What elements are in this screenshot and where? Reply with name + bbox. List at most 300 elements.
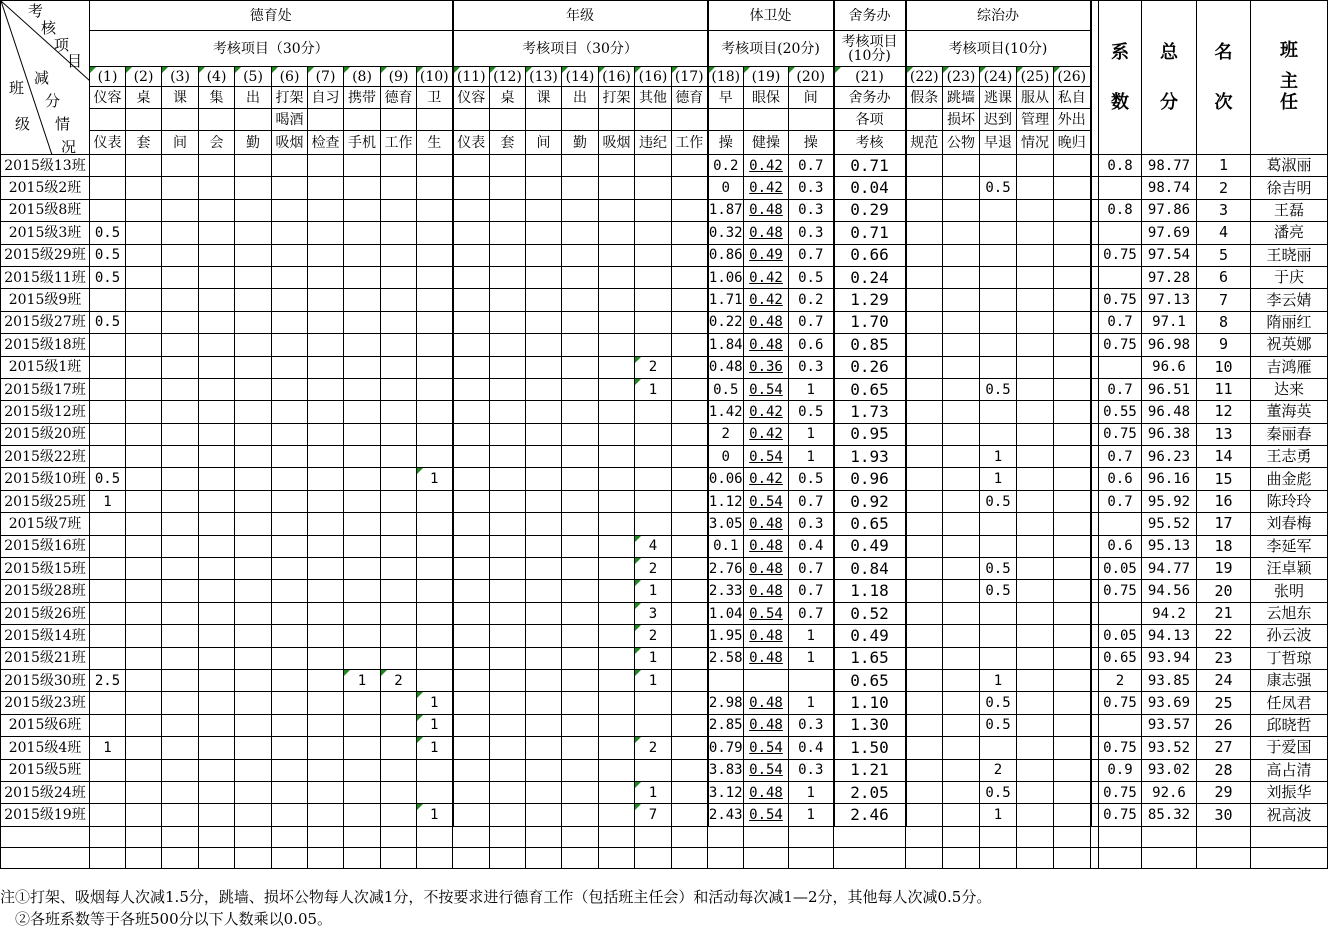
score-cell-15[interactable] <box>599 781 635 803</box>
score-cell-17[interactable] <box>672 423 708 445</box>
coefficient[interactable]: 0.75 <box>1099 692 1142 714</box>
score-cell-5[interactable] <box>235 423 272 445</box>
score-cell-19[interactable]: 0.36 <box>744 356 789 378</box>
items-zongzhi[interactable]: 考核项目(10分) <box>906 31 1091 67</box>
total-score[interactable]: 97.86 <box>1142 199 1197 221</box>
score-cell-18[interactable]: 1.06 <box>708 266 744 288</box>
teacher-header[interactable] <box>1251 1 1328 155</box>
score-cell-5[interactable] <box>235 378 272 400</box>
score-cell-4[interactable] <box>199 804 235 826</box>
item-name-bot-4[interactable]: 会 <box>199 131 235 155</box>
score-cell-6[interactable] <box>272 311 308 333</box>
score-cell-1[interactable] <box>90 558 126 580</box>
class-name[interactable]: 2015级10班 <box>1 468 90 490</box>
score-cell-6[interactable] <box>272 446 308 468</box>
item-code-3[interactable]: (3) <box>162 67 199 87</box>
score-cell-4[interactable] <box>199 580 235 602</box>
rank[interactable]: 1 <box>1197 155 1251 177</box>
score-cell-5[interactable] <box>235 535 272 557</box>
empty-cell[interactable] <box>1017 826 1054 847</box>
score-cell-6[interactable] <box>272 244 308 266</box>
item-name-bot-9[interactable]: 工作 <box>381 131 417 155</box>
score-cell-7[interactable] <box>308 334 344 356</box>
score-cell-24[interactable]: 1 <box>980 446 1017 468</box>
gap-col[interactable] <box>1091 781 1099 803</box>
score-cell-24[interactable] <box>980 222 1017 244</box>
score-cell-6[interactable] <box>272 647 308 669</box>
items-tiwei[interactable]: 考核项目(20分) <box>708 31 834 67</box>
total-score[interactable]: 97.13 <box>1142 289 1197 311</box>
score-cell-1[interactable] <box>90 334 126 356</box>
score-cell-26[interactable] <box>1054 356 1091 378</box>
item-name-mid-14[interactable] <box>562 109 599 131</box>
score-cell-25[interactable] <box>1017 177 1054 199</box>
score-cell-7[interactable] <box>308 401 344 423</box>
total-score[interactable]: 95.13 <box>1142 535 1197 557</box>
coefficient[interactable]: 0.8 <box>1099 199 1142 221</box>
score-cell-26[interactable] <box>1054 266 1091 288</box>
item-name-mid-23[interactable]: 损坏 <box>943 109 980 131</box>
score-cell-21[interactable]: 0.71 <box>834 155 906 177</box>
total-score[interactable]: 92.6 <box>1142 781 1197 803</box>
score-cell-17[interactable] <box>672 468 708 490</box>
score-cell-5[interactable] <box>235 714 272 736</box>
score-cell-2[interactable] <box>126 602 162 624</box>
score-cell-25[interactable] <box>1017 714 1054 736</box>
item-name-top-14[interactable]: 出 <box>562 87 599 109</box>
rank[interactable]: 19 <box>1197 558 1251 580</box>
score-cell-11[interactable] <box>453 669 490 691</box>
item-name-mid-2[interactable] <box>126 109 162 131</box>
score-cell-22[interactable] <box>906 714 943 736</box>
empty-cell[interactable] <box>635 847 672 868</box>
score-cell-15[interactable] <box>599 692 635 714</box>
score-cell-22[interactable] <box>906 490 943 512</box>
gap-col[interactable] <box>1091 692 1099 714</box>
item-name-bot-3[interactable]: 间 <box>162 131 199 155</box>
score-cell-5[interactable] <box>235 244 272 266</box>
empty-cell[interactable] <box>490 847 526 868</box>
score-cell-1[interactable] <box>90 199 126 221</box>
score-cell-2[interactable] <box>126 266 162 288</box>
score-cell-16[interactable] <box>635 199 672 221</box>
score-cell-11[interactable] <box>453 513 490 535</box>
head-teacher[interactable]: 邱晓哲 <box>1251 714 1328 736</box>
score-cell-3[interactable] <box>162 781 199 803</box>
score-cell-21[interactable]: 1.50 <box>834 737 906 759</box>
score-cell-9[interactable] <box>381 423 417 445</box>
score-cell-22[interactable] <box>906 199 943 221</box>
item-code-10[interactable]: (10) <box>417 67 453 87</box>
score-cell-4[interactable] <box>199 625 235 647</box>
score-cell-6[interactable] <box>272 737 308 759</box>
gap-col[interactable] <box>1091 222 1099 244</box>
score-cell-11[interactable] <box>453 244 490 266</box>
item-code-25[interactable]: (25) <box>1017 67 1054 87</box>
head-teacher[interactable]: 董海英 <box>1251 401 1328 423</box>
score-cell-15[interactable] <box>599 647 635 669</box>
item-name-mid-18[interactable] <box>708 109 744 131</box>
total-score[interactable]: 97.69 <box>1142 222 1197 244</box>
score-cell-18[interactable]: 1.04 <box>708 602 744 624</box>
class-name[interactable]: 2015级24班 <box>1 781 90 803</box>
score-cell-14[interactable] <box>562 647 599 669</box>
score-cell-12[interactable] <box>490 513 526 535</box>
score-cell-24[interactable] <box>980 647 1017 669</box>
score-cell-20[interactable]: 1 <box>789 647 834 669</box>
score-cell-7[interactable] <box>308 535 344 557</box>
empty-cell[interactable] <box>162 847 199 868</box>
score-cell-18[interactable]: 0.2 <box>708 155 744 177</box>
dept-tiwei[interactable]: 体卫处 <box>708 1 834 31</box>
score-cell-8[interactable] <box>344 580 381 602</box>
head-teacher[interactable]: 曲金彪 <box>1251 468 1328 490</box>
score-cell-14[interactable] <box>562 468 599 490</box>
score-cell-25[interactable] <box>1017 669 1054 691</box>
score-cell-19[interactable]: 0.42 <box>744 266 789 288</box>
rank[interactable]: 24 <box>1197 669 1251 691</box>
score-cell-21[interactable]: 0.65 <box>834 669 906 691</box>
score-cell-6[interactable] <box>272 468 308 490</box>
score-cell-11[interactable] <box>453 759 490 781</box>
score-cell-14[interactable] <box>562 311 599 333</box>
score-cell-7[interactable] <box>308 669 344 691</box>
empty-cell[interactable] <box>1 847 90 868</box>
score-cell-18[interactable]: 1.84 <box>708 334 744 356</box>
score-cell-10[interactable] <box>417 155 453 177</box>
score-cell-6[interactable] <box>272 199 308 221</box>
score-cell-21[interactable]: 1.30 <box>834 714 906 736</box>
score-cell-20[interactable]: 0.6 <box>789 334 834 356</box>
score-cell-14[interactable] <box>562 356 599 378</box>
score-cell-17[interactable] <box>672 155 708 177</box>
score-cell-8[interactable] <box>344 356 381 378</box>
corner-header-cell[interactable] <box>1 1 90 155</box>
score-cell-18[interactable]: 3.83 <box>708 759 744 781</box>
score-cell-3[interactable] <box>162 244 199 266</box>
gap-col[interactable] <box>1091 289 1099 311</box>
empty-cell[interactable] <box>943 847 980 868</box>
score-cell-8[interactable] <box>344 737 381 759</box>
score-cell-16[interactable] <box>635 714 672 736</box>
score-cell-14[interactable] <box>562 737 599 759</box>
score-cell-19[interactable]: 0.48 <box>744 222 789 244</box>
score-cell-20[interactable]: 1 <box>789 423 834 445</box>
score-cell-2[interactable] <box>126 199 162 221</box>
item-name-bot-25[interactable]: 情况 <box>1017 131 1054 155</box>
score-cell-26[interactable] <box>1054 714 1091 736</box>
empty-cell[interactable] <box>980 847 1017 868</box>
coefficient[interactable]: 0.75 <box>1099 289 1142 311</box>
score-cell-8[interactable] <box>344 199 381 221</box>
score-cell-20[interactable]: 1 <box>789 625 834 647</box>
coefficient[interactable] <box>1099 714 1142 736</box>
score-cell-9[interactable] <box>381 759 417 781</box>
score-cell-15[interactable] <box>599 222 635 244</box>
score-cell-15[interactable] <box>599 580 635 602</box>
item-name-bot-7[interactable]: 检查 <box>308 131 344 155</box>
score-cell-12[interactable] <box>490 378 526 400</box>
gap-col[interactable] <box>1091 513 1099 535</box>
score-cell-17[interactable] <box>672 222 708 244</box>
coefficient[interactable]: 0.75 <box>1099 244 1142 266</box>
score-cell-13[interactable] <box>526 625 562 647</box>
score-cell-19[interactable]: 0.54 <box>744 759 789 781</box>
empty-cell[interactable] <box>906 826 943 847</box>
score-cell-5[interactable] <box>235 266 272 288</box>
score-cell-25[interactable] <box>1017 423 1054 445</box>
item-name-top-1[interactable]: 仪容 <box>90 87 126 109</box>
score-cell-13[interactable] <box>526 781 562 803</box>
empty-cell[interactable] <box>562 847 599 868</box>
score-cell-4[interactable] <box>199 647 235 669</box>
coefficient[interactable]: 0.6 <box>1099 468 1142 490</box>
gap-col[interactable] <box>1091 647 1099 669</box>
score-cell-15[interactable] <box>599 356 635 378</box>
rank[interactable]: 8 <box>1197 311 1251 333</box>
score-cell-10[interactable]: 1 <box>417 804 453 826</box>
empty-cell[interactable] <box>235 826 272 847</box>
score-cell-3[interactable] <box>162 669 199 691</box>
score-cell-7[interactable] <box>308 378 344 400</box>
score-cell-14[interactable] <box>562 625 599 647</box>
score-cell-26[interactable] <box>1054 737 1091 759</box>
score-cell-24[interactable] <box>980 513 1017 535</box>
score-cell-8[interactable] <box>344 535 381 557</box>
score-cell-24[interactable] <box>980 423 1017 445</box>
score-cell-26[interactable] <box>1054 781 1091 803</box>
score-cell-8[interactable] <box>344 647 381 669</box>
score-cell-2[interactable] <box>126 289 162 311</box>
score-cell-12[interactable] <box>490 490 526 512</box>
score-cell-6[interactable] <box>272 155 308 177</box>
rank[interactable]: 29 <box>1197 781 1251 803</box>
item-name-mid-9[interactable] <box>381 109 417 131</box>
score-cell-21[interactable]: 0.04 <box>834 177 906 199</box>
rank[interactable]: 9 <box>1197 334 1251 356</box>
score-cell-23[interactable] <box>943 266 980 288</box>
item-name-mid-4[interactable] <box>199 109 235 131</box>
score-cell-7[interactable] <box>308 468 344 490</box>
item-name-mid-12[interactable] <box>490 109 526 131</box>
total-score[interactable]: 96.6 <box>1142 356 1197 378</box>
score-cell-3[interactable] <box>162 602 199 624</box>
score-cell-7[interactable] <box>308 423 344 445</box>
score-cell-9[interactable] <box>381 692 417 714</box>
score-cell-23[interactable] <box>943 311 980 333</box>
score-cell-15[interactable] <box>599 759 635 781</box>
score-cell-10[interactable] <box>417 423 453 445</box>
item-code-22[interactable]: (22) <box>906 67 943 87</box>
head-teacher[interactable]: 祝高波 <box>1251 804 1328 826</box>
coefficient[interactable] <box>1099 356 1142 378</box>
score-cell-10[interactable]: 1 <box>417 692 453 714</box>
score-cell-4[interactable] <box>199 759 235 781</box>
score-cell-17[interactable] <box>672 625 708 647</box>
head-teacher[interactable]: 刘春梅 <box>1251 513 1328 535</box>
score-cell-13[interactable] <box>526 199 562 221</box>
score-cell-11[interactable] <box>453 222 490 244</box>
score-cell-8[interactable] <box>344 602 381 624</box>
score-cell-18[interactable]: 0.06 <box>708 468 744 490</box>
empty-cell[interactable] <box>789 826 834 847</box>
score-cell-10[interactable]: 1 <box>417 714 453 736</box>
score-cell-22[interactable] <box>906 804 943 826</box>
item-name-top-18[interactable]: 早 <box>708 87 744 109</box>
score-cell-23[interactable] <box>943 669 980 691</box>
score-cell-22[interactable] <box>906 356 943 378</box>
score-cell-14[interactable] <box>562 580 599 602</box>
score-cell-12[interactable] <box>490 155 526 177</box>
score-cell-25[interactable] <box>1017 334 1054 356</box>
score-cell-3[interactable] <box>162 423 199 445</box>
score-cell-17[interactable] <box>672 401 708 423</box>
score-cell-20[interactable]: 1 <box>789 804 834 826</box>
score-cell-16[interactable]: 2 <box>635 737 672 759</box>
score-cell-26[interactable] <box>1054 199 1091 221</box>
score-cell-1[interactable] <box>90 446 126 468</box>
score-cell-15[interactable] <box>599 737 635 759</box>
score-cell-11[interactable] <box>453 423 490 445</box>
score-cell-26[interactable] <box>1054 759 1091 781</box>
class-name[interactable]: 2015级11班 <box>1 266 90 288</box>
item-name-top-26[interactable]: 私自 <box>1054 87 1091 109</box>
score-cell-10[interactable] <box>417 669 453 691</box>
rank[interactable]: 6 <box>1197 266 1251 288</box>
score-cell-14[interactable] <box>562 155 599 177</box>
item-name-top-3[interactable]: 课 <box>162 87 199 109</box>
score-cell-24[interactable] <box>980 155 1017 177</box>
score-cell-23[interactable] <box>943 580 980 602</box>
score-cell-21[interactable]: 1.70 <box>834 311 906 333</box>
class-name[interactable]: 2015级5班 <box>1 759 90 781</box>
score-cell-26[interactable] <box>1054 513 1091 535</box>
rank[interactable]: 10 <box>1197 356 1251 378</box>
score-cell-9[interactable] <box>381 490 417 512</box>
score-cell-25[interactable] <box>1017 692 1054 714</box>
score-cell-19[interactable]: 0.48 <box>744 311 789 333</box>
item-code-4[interactable]: (4) <box>199 67 235 87</box>
coefficient[interactable]: 0.75 <box>1099 423 1142 445</box>
score-cell-21[interactable]: 1.29 <box>834 289 906 311</box>
score-cell-26[interactable] <box>1054 289 1091 311</box>
empty-cell[interactable] <box>1251 826 1328 847</box>
class-name[interactable]: 2015级3班 <box>1 222 90 244</box>
empty-cell[interactable] <box>490 826 526 847</box>
score-cell-23[interactable] <box>943 781 980 803</box>
item-name-mid-22[interactable] <box>906 109 943 131</box>
score-cell-2[interactable] <box>126 535 162 557</box>
score-cell-6[interactable] <box>272 692 308 714</box>
total-score[interactable]: 94.77 <box>1142 558 1197 580</box>
item-name-bot-19[interactable]: 健操 <box>744 131 789 155</box>
score-cell-22[interactable] <box>906 468 943 490</box>
score-cell-26[interactable] <box>1054 558 1091 580</box>
score-cell-14[interactable] <box>562 804 599 826</box>
item-name-mid-10[interactable] <box>417 109 453 131</box>
item-name-top-9[interactable]: 德育 <box>381 87 417 109</box>
total-score[interactable]: 96.48 <box>1142 401 1197 423</box>
class-name[interactable]: 2015级4班 <box>1 737 90 759</box>
head-teacher[interactable]: 王志勇 <box>1251 446 1328 468</box>
item-name-top-16[interactable]: 其他 <box>635 87 672 109</box>
score-cell-17[interactable] <box>672 647 708 669</box>
coefficient[interactable]: 0.65 <box>1099 647 1142 669</box>
score-cell-15[interactable] <box>599 423 635 445</box>
head-teacher[interactable]: 吉鸿雁 <box>1251 356 1328 378</box>
score-cell-7[interactable] <box>308 602 344 624</box>
score-cell-10[interactable] <box>417 289 453 311</box>
head-teacher[interactable]: 于爱国 <box>1251 737 1328 759</box>
item-name-bot-13[interactable]: 间 <box>526 131 562 155</box>
item-name-bot-12[interactable]: 套 <box>490 131 526 155</box>
score-cell-8[interactable] <box>344 311 381 333</box>
score-cell-7[interactable] <box>308 580 344 602</box>
score-cell-18[interactable]: 3.12 <box>708 781 744 803</box>
item-code-20[interactable]: (20) <box>789 67 834 87</box>
score-cell-26[interactable] <box>1054 177 1091 199</box>
score-cell-6[interactable] <box>272 378 308 400</box>
score-cell-13[interactable] <box>526 647 562 669</box>
score-cell-21[interactable]: 1.93 <box>834 446 906 468</box>
total-score[interactable]: 93.94 <box>1142 647 1197 669</box>
score-cell-22[interactable] <box>906 311 943 333</box>
head-teacher[interactable]: 王磊 <box>1251 199 1328 221</box>
score-cell-19[interactable]: 0.48 <box>744 647 789 669</box>
score-cell-2[interactable] <box>126 378 162 400</box>
score-cell-2[interactable] <box>126 714 162 736</box>
coefficient[interactable]: 0.75 <box>1099 737 1142 759</box>
score-cell-22[interactable] <box>906 669 943 691</box>
score-cell-4[interactable] <box>199 266 235 288</box>
score-cell-20[interactable]: 0.3 <box>789 199 834 221</box>
score-cell-20[interactable]: 0.5 <box>789 266 834 288</box>
head-teacher[interactable]: 葛淑丽 <box>1251 155 1328 177</box>
score-cell-10[interactable] <box>417 513 453 535</box>
score-cell-5[interactable] <box>235 625 272 647</box>
score-cell-25[interactable] <box>1017 222 1054 244</box>
score-cell-14[interactable] <box>562 244 599 266</box>
score-cell-16[interactable]: 4 <box>635 535 672 557</box>
score-cell-25[interactable] <box>1017 199 1054 221</box>
item-code-7[interactable]: (7) <box>308 67 344 87</box>
score-cell-12[interactable] <box>490 289 526 311</box>
gap-col[interactable] <box>1091 446 1099 468</box>
score-cell-17[interactable] <box>672 781 708 803</box>
score-cell-17[interactable] <box>672 311 708 333</box>
gap-col[interactable] <box>1091 177 1099 199</box>
score-cell-6[interactable] <box>272 669 308 691</box>
score-cell-3[interactable] <box>162 804 199 826</box>
score-cell-7[interactable] <box>308 222 344 244</box>
item-name-mid-6[interactable]: 喝酒 <box>272 109 308 131</box>
score-cell-12[interactable] <box>490 356 526 378</box>
score-cell-17[interactable] <box>672 535 708 557</box>
gap-col[interactable] <box>1091 580 1099 602</box>
score-cell-11[interactable] <box>453 378 490 400</box>
score-cell-14[interactable] <box>562 535 599 557</box>
score-cell-8[interactable] <box>344 558 381 580</box>
score-cell-6[interactable] <box>272 781 308 803</box>
score-cell-10[interactable] <box>417 378 453 400</box>
score-cell-5[interactable] <box>235 558 272 580</box>
score-cell-6[interactable] <box>272 513 308 535</box>
item-name-mid-3[interactable] <box>162 109 199 131</box>
score-cell-12[interactable] <box>490 647 526 669</box>
score-cell-25[interactable] <box>1017 468 1054 490</box>
score-cell-5[interactable] <box>235 513 272 535</box>
score-cell-24[interactable] <box>980 244 1017 266</box>
